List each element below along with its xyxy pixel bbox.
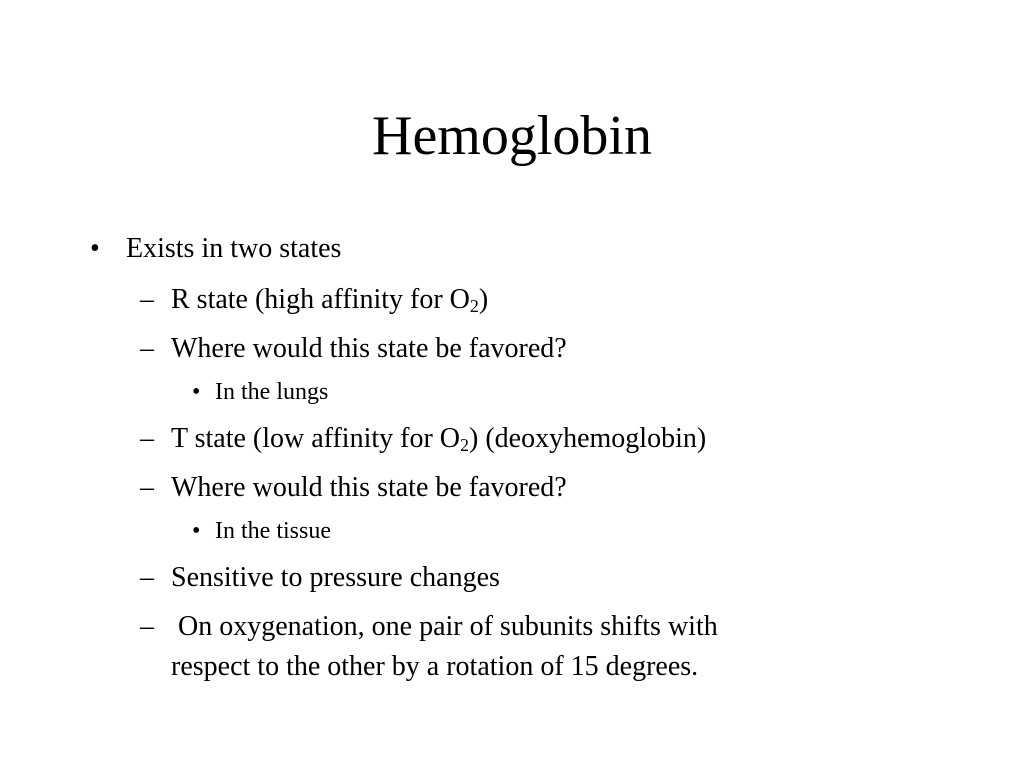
dash-marker: – bbox=[140, 284, 154, 315]
dash-marker: – bbox=[140, 562, 154, 593]
slide-title: Hemoglobin bbox=[372, 105, 652, 167]
subsubbullet-in-the-tissue: In the tissue bbox=[215, 518, 331, 544]
subbullet-where-favored-1: Where would this state be favored? bbox=[171, 333, 567, 364]
subbullet-sensitive-pressure: Sensitive to pressure changes bbox=[171, 562, 500, 593]
bullet-exists-two-states: Exists in two states bbox=[126, 233, 342, 264]
bullet-marker: • bbox=[192, 379, 201, 405]
subbullet-oxygenation-line2: respect to the other by a rotation of 15 degrees. bbox=[171, 651, 699, 682]
r-state-text: R state (high affinity for O bbox=[171, 284, 470, 315]
subsubbullet-in-the-lungs: In the lungs bbox=[215, 379, 329, 405]
r-state-close: ) bbox=[478, 284, 489, 315]
dash-marker: – bbox=[140, 423, 154, 454]
t-state-subscript: 2 bbox=[460, 435, 470, 455]
dash-marker: – bbox=[140, 472, 154, 503]
r-state-subscript: 2 bbox=[469, 296, 479, 316]
subbullet-r-state bbox=[171, 283, 488, 317]
dash-marker: – bbox=[140, 611, 154, 642]
dash-marker: – bbox=[140, 333, 154, 364]
bullet-marker: • bbox=[192, 518, 201, 544]
t-state-close: ) (deoxyhemoglobin) bbox=[469, 423, 707, 454]
subbullet-t-state bbox=[171, 422, 706, 456]
t-state-text: T state (low affinity for O bbox=[171, 423, 461, 454]
subbullet-oxygenation-line1: On oxygenation, one pair of subunits shifts with bbox=[171, 611, 718, 642]
subbullet-where-favored-2: Where would this state be favored? bbox=[171, 472, 567, 503]
bullet-marker: • bbox=[90, 233, 100, 264]
